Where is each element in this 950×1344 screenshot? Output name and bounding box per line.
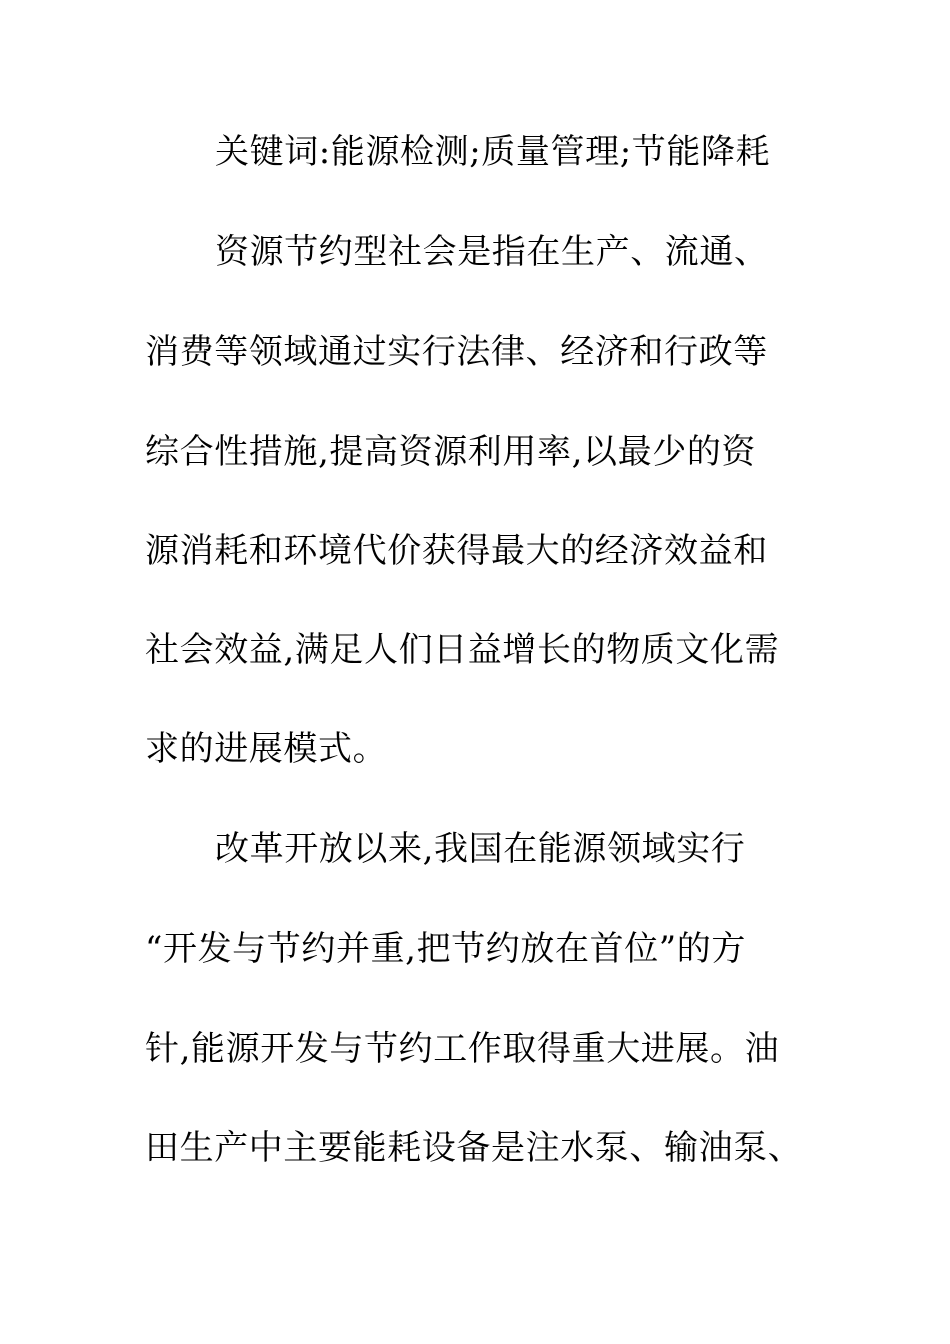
paragraph-line: 源消耗和环境代价获得最大的经济效益和 — [145, 531, 768, 571]
paragraph-line: 消费等领域通过实行法律、经济和行政等 — [145, 332, 768, 372]
paragraph-line: 求的进展模式。 — [145, 729, 388, 769]
paragraph-line: 资源节约型社会是指在生产、流通、 — [215, 232, 769, 272]
paragraph-line: 综合性措施,提高资源利用率,以最少的资 — [145, 432, 757, 472]
paragraph-line: 田生产中主要能耗设备是注水泵、输油泵、 — [145, 1128, 803, 1168]
keywords-line: 关键词:能源检测;质量管理;节能降耗 — [215, 132, 771, 172]
paragraph-line: “开发与节约并重,把节约放在首位”的方 — [145, 929, 746, 969]
paragraph-line: 改革开放以来,我国在能源领域实行 — [215, 829, 746, 869]
paragraph-line: 针,能源开发与节约工作取得重大进展。油 — [145, 1029, 780, 1069]
paragraph-line: 社会效益,满足人们日益增长的物质文化需 — [145, 630, 780, 670]
